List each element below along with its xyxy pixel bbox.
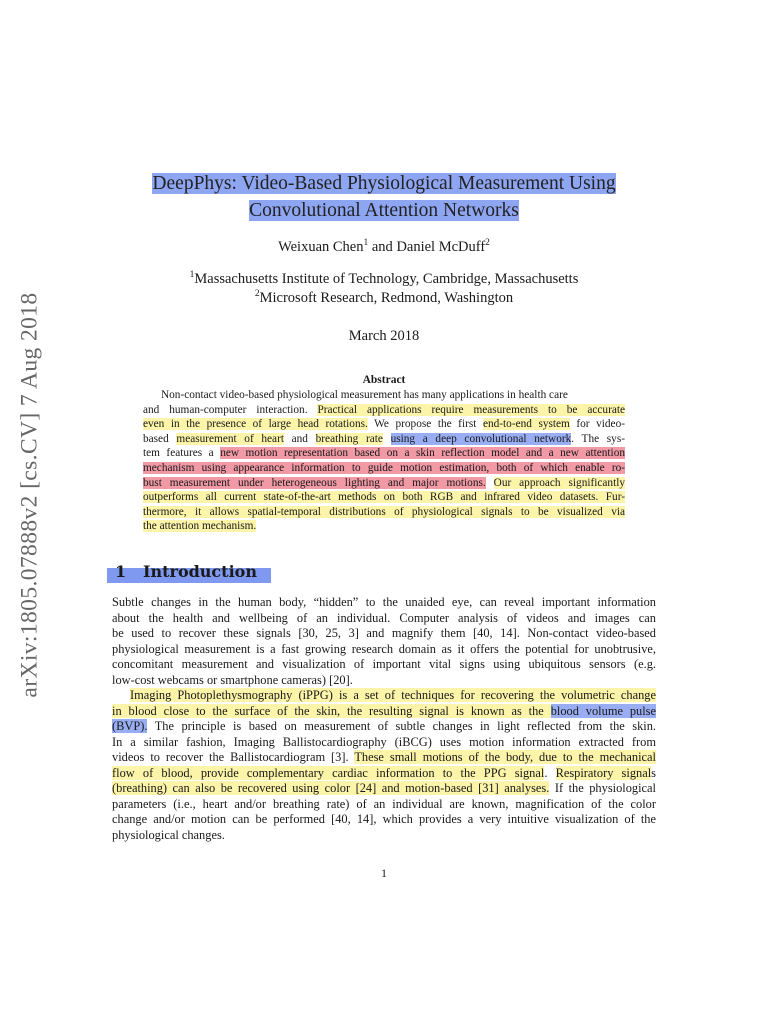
text-run: parameters (i.e., heart and/or breathing rate) of an individual are known, magnification of the color xyxy=(112,796,656,811)
highlighted-text: thermore, it allows spatial-temporal distributions of physiological signals to be visualized via xyxy=(143,505,625,518)
text-run: s xyxy=(651,765,656,780)
text-run: based xyxy=(143,432,177,445)
body-line xyxy=(112,812,656,828)
affiliation-text: Microsoft Research, Redmond, Washington xyxy=(259,290,514,306)
body-line xyxy=(112,781,656,797)
body-line xyxy=(112,766,656,782)
abstract-line xyxy=(143,505,625,520)
highlighted-text: Respiratory signal xyxy=(555,765,652,780)
body-line xyxy=(112,595,656,611)
body-line xyxy=(112,735,656,751)
body-line xyxy=(112,704,656,720)
affiliation-marker: 2 xyxy=(254,289,260,300)
affiliation-line xyxy=(100,270,668,289)
abstract-heading: Abstract xyxy=(362,374,406,386)
author-conjunction: and xyxy=(371,239,393,255)
abstract-body xyxy=(143,388,625,534)
text-run: change and/or motion can be performed [40, 14], which provides a very intuitive visualization of the xyxy=(112,812,656,826)
highlighted-text: end-to-end system xyxy=(482,418,570,431)
highlighted-text: (BVP). xyxy=(112,719,148,733)
body-line xyxy=(112,688,656,704)
body-line xyxy=(112,673,656,689)
text-run: If the physiological xyxy=(549,781,657,795)
title-line-2: Convolutional Attention Networks xyxy=(249,200,519,221)
abstract-line xyxy=(143,417,625,432)
arxiv-identifier: arXiv:1805.07888v2 [cs.CV] 7 Aug 2018 xyxy=(16,292,43,698)
section-number: 1 xyxy=(115,562,127,581)
text-run: physiological measurement is a fast growing research domain as it offers the potential for unobtrusive, xyxy=(112,641,656,656)
text-run: about the health and wellbeing of an individual. Computer analysis of videos and images can xyxy=(112,610,656,625)
affiliation-marker: 1 xyxy=(363,238,369,249)
text-run: We propose the first xyxy=(367,418,483,431)
section-heading xyxy=(107,562,272,582)
highlighted-text: Practical applications require measurements to be accurate xyxy=(317,403,625,416)
highlighted-text: bust measurement under heterogeneous lighting and major motions. xyxy=(143,476,486,489)
affiliation-marker: 2 xyxy=(485,238,490,249)
highlighted-text: blood volume pulse xyxy=(550,703,656,718)
text-run: In a similar fashion, Imaging Ballistocardiography (iBCG) uses motion information extracted from xyxy=(112,734,656,749)
section-title: Introduction xyxy=(143,562,257,581)
text-run xyxy=(383,433,391,445)
text-run: . The sys- xyxy=(571,432,625,445)
text-run: be used to recover these signals [30, 25, 3] and magnify them [40, 14]. Non-contact video-based xyxy=(112,626,656,640)
body-line xyxy=(112,657,656,673)
affiliation-marker: 1 xyxy=(189,270,195,281)
text-run: low-cost webcams or smartphone cameras) [20]. xyxy=(112,672,353,687)
text-run: concomitant measurement and visualization of important vital signs using ubiquitous sensors (e.g. xyxy=(112,657,656,671)
highlighted-text: Imaging Photoplethysmography (iPPG) is a set of techniques for recovering the volumetric change xyxy=(130,688,656,702)
abstract-line xyxy=(143,519,625,534)
abstract-line xyxy=(143,476,625,491)
text-run: videos to recover the Ballistocardiogram [3]. xyxy=(112,750,355,764)
body-line xyxy=(112,797,656,813)
affiliations xyxy=(100,270,668,308)
title-line-1: DeepPhys: Video-Based Physiological Measurement Using xyxy=(152,173,616,194)
abstract-line xyxy=(143,432,625,447)
arxiv-side-stamp xyxy=(10,272,50,718)
body-line xyxy=(112,626,656,642)
highlighted-text: in blood close to the surface of the skin, the resulting signal is known as the xyxy=(112,703,551,718)
text-run: Non-contact video-based physiological measurement has many applications in health care xyxy=(161,389,568,401)
highlighted-text: mechanism using appearance information to guide motion estimation, both of which enable ro- xyxy=(143,461,625,474)
paper-date: March 2018 xyxy=(348,328,420,344)
text-run: The principle is based on measurement of subtle changes in light reflected from the skin. xyxy=(147,719,656,733)
highlighted-text: flow of blood, provide complementary cardiac information to the PPG signal xyxy=(112,765,545,780)
affiliation-line xyxy=(100,289,668,308)
body-line xyxy=(112,611,656,627)
abstract-line xyxy=(143,461,625,476)
highlighted-text: the attention mechanism. xyxy=(143,520,257,533)
introduction-body xyxy=(112,595,656,843)
body-line xyxy=(112,642,656,658)
abstract-line xyxy=(143,403,625,418)
text-run: and xyxy=(283,432,316,445)
author-name: Weixuan Chen xyxy=(278,239,364,255)
highlighted-text: using a deep convolutional network xyxy=(390,432,572,445)
paper-title xyxy=(100,170,668,224)
highlighted-text: These small motions of the body, due to the mechanical xyxy=(354,750,656,764)
highlighted-text: new motion representation based on a skin reflection model and a new attention xyxy=(220,447,625,460)
highlighted-text: breathing rate xyxy=(315,432,383,445)
body-line xyxy=(112,750,656,766)
affiliation-text: Massachusetts Institute of Technology, Cambridge, Massachusetts xyxy=(194,271,579,287)
highlighted-text: (breathing) can also be recovered using color [24] and motion-based [31] analyses. xyxy=(112,781,550,795)
text-run: physiological changes. xyxy=(112,827,225,842)
abstract-line xyxy=(143,388,625,403)
page-number: 1 xyxy=(381,866,387,880)
body-line xyxy=(112,828,656,844)
highlighted-text: Our approach significantly xyxy=(493,476,625,489)
author-list xyxy=(100,239,668,256)
text-run: Subtle changes in the human body, “hidden” to the unaided eye, can reveal important information xyxy=(112,595,656,609)
text-run: for video- xyxy=(569,418,625,431)
text-run: and human-computer interaction. xyxy=(143,403,318,416)
abstract-line xyxy=(143,446,625,461)
body-line xyxy=(112,719,656,735)
highlighted-text: measurement of heart xyxy=(176,432,284,445)
author-name: Daniel McDuff xyxy=(396,239,486,255)
highlighted-text: even in the presence of large head rotations. xyxy=(143,418,368,431)
abstract-line xyxy=(143,490,625,505)
highlighted-text: outperforms all current state-of-the-art methods on both RGB and infrared video datasets. Fur- xyxy=(143,491,625,504)
text-run: tem features a xyxy=(143,447,221,460)
text-run xyxy=(486,477,494,489)
text-run: . xyxy=(544,765,556,780)
